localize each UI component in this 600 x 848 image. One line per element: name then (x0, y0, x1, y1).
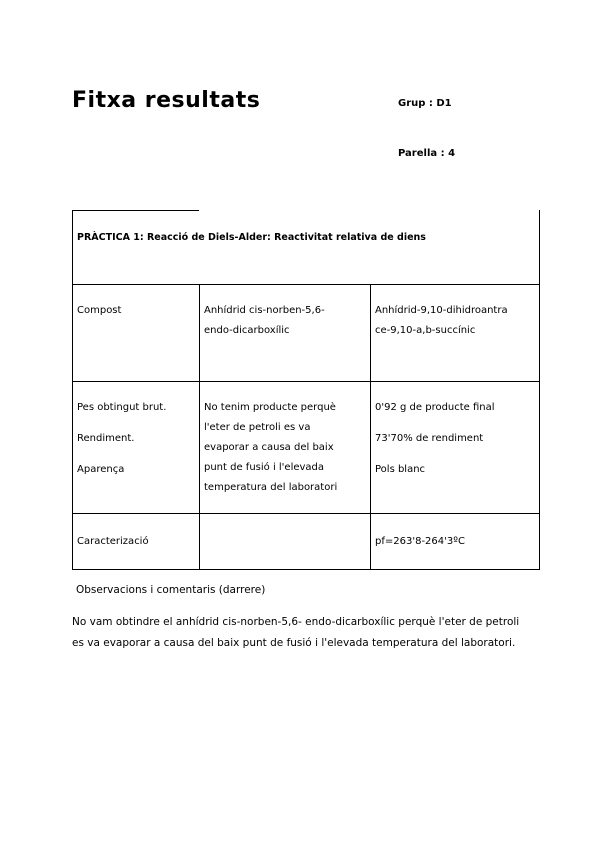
caract-col3-cell (371, 514, 540, 570)
table-row-compost (73, 285, 540, 382)
weight-label: Pes obtingut brut. (77, 402, 167, 413)
caract-col2-cell (200, 514, 371, 570)
observations-text: No vam obtindre el anhídrid cis-norben-5,6- endo-dicarboxílic perquè l'eter de petroli es va evaporar a causa del baix punt de fusió i l'elevada temperatura del laboratori. (72, 616, 520, 649)
yield-label: Rendiment. (77, 433, 135, 444)
compost-col3-line: Anhídrid-9,10-dihidroantra (375, 305, 508, 316)
compost-col3-line: ce-9,10-a,b-succínic (375, 325, 476, 336)
results-col2-line: l'eter de petroli es va (204, 422, 311, 433)
compost-label: Compost (77, 305, 122, 316)
yield-value: 73'70% de rendiment (375, 433, 484, 444)
group-label: Grup : D1 (398, 98, 452, 109)
weight-value: 0'92 g de producte final (375, 402, 495, 413)
appearance-value: Pols blanc (375, 464, 426, 475)
observations-title: Observacions i comentaris (darrere) (76, 584, 266, 596)
caract-label: Caracterizació (77, 536, 149, 547)
results-col2-cell (200, 382, 371, 514)
melting-point-value: pf=263'8-264'3ºC (375, 536, 465, 547)
results-col2-line: punt de fusió i l'elevada (204, 462, 325, 473)
practice-title: PRÀCTICA 1: Reacció de Diels-Alder: Reactivitat relativa de diens (77, 232, 426, 243)
appearance-label: Aparença (77, 464, 125, 475)
results-label-cell (73, 382, 200, 514)
table-row-characterization (73, 514, 540, 570)
results-col3-cell (371, 382, 540, 514)
results-col2-line: temperatura del laboratori (204, 482, 338, 493)
compost-col2-cell (200, 285, 371, 382)
caract-label-cell (73, 514, 200, 570)
pair-label: Parella : 4 (398, 148, 456, 159)
compost-col2-line: Anhídrid cis-norben-5,6- (204, 305, 325, 316)
results-table (72, 284, 540, 570)
compost-col2-line: endo-dicarboxílic (204, 325, 290, 336)
page-title: Fitxa resultats (72, 88, 261, 113)
table-row-results (73, 382, 540, 514)
results-col2-line: evaporar a causa del baix (204, 442, 334, 453)
compost-col3-cell (371, 285, 540, 382)
results-col2-line: No tenim producte perquè (204, 402, 336, 413)
compost-label-cell (73, 285, 200, 382)
practice-header-cell (72, 210, 540, 284)
